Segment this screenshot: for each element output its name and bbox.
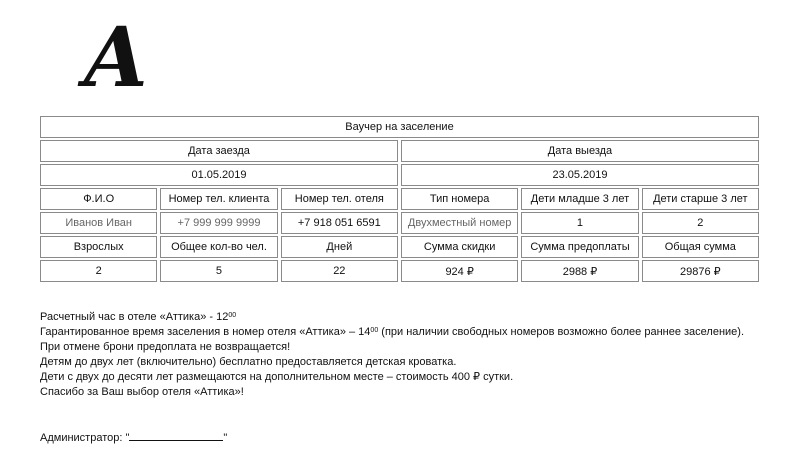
totals-header-row — [40, 236, 759, 258]
hotel-logo: A — [84, 10, 148, 106]
header-discount: Сумма скидки — [401, 236, 518, 258]
value-adults: 2 — [40, 260, 157, 282]
hotel-notes — [40, 310, 744, 400]
checkin-date: 01.05.2019 — [40, 164, 398, 186]
totals-value-row — [40, 260, 759, 282]
title-row — [40, 116, 759, 138]
header-fio: Ф.И.О — [40, 188, 157, 210]
value-children-under-3: 1 — [521, 212, 638, 234]
admin-label: Администратор: " — [40, 432, 130, 444]
checkout-date: 23.05.2019 — [401, 164, 759, 186]
header-children-under-3: Дети младше 3 лет — [521, 188, 638, 210]
guest-header-row — [40, 188, 759, 210]
value-client-phone: +7 999 999 9999 — [160, 212, 277, 234]
value-prepayment: 2988 ₽ — [521, 260, 638, 282]
value-hotel-phone: +7 918 051 6591 — [281, 212, 398, 234]
header-hotel-phone: Номер тел. отеля — [281, 188, 398, 210]
value-room-type: Двухместный номер — [401, 212, 518, 234]
value-total-sum: 29876 ₽ — [642, 260, 759, 282]
dates-value-row — [40, 164, 759, 186]
header-adults: Взрослых — [40, 236, 157, 258]
note-cancellation: При отмене брони предоплата не возвращается! — [40, 341, 291, 353]
admin-end-quote: " — [223, 432, 228, 444]
value-total-people: 5 — [160, 260, 277, 282]
header-total-sum: Общая сумма — [642, 236, 759, 258]
value-children-over-3: 2 — [642, 212, 759, 234]
note-crib: Детям до двух лет (включительно) бесплатно предоставляется детская кроватка. — [40, 356, 457, 368]
guest-value-row — [40, 212, 759, 234]
voucher-table — [40, 116, 759, 284]
voucher-title: Ваучер на заселение — [40, 116, 759, 138]
dates-label-row — [40, 140, 759, 162]
checkout-label: Дата выезда — [401, 140, 759, 162]
note-extra-bed: Дети с двух до десяти лет размещаются на дополнительном месте – стоимость 400 ₽ сутки. — [40, 371, 514, 383]
checkin-label: Дата заезда — [40, 140, 398, 162]
header-children-over-3: Дети старше 3 лет — [642, 188, 759, 210]
value-fio: Иванов Иван — [40, 212, 157, 234]
value-days: 22 — [281, 260, 398, 282]
value-discount: 924 ₽ — [401, 260, 518, 282]
header-room-type: Тип номера — [401, 188, 518, 210]
header-total-people: Общее кол-во чел. — [160, 236, 277, 258]
note-thanks: Спасибо за Ваш выбор отеля «Аттика»! — [40, 386, 244, 398]
header-prepayment: Сумма предоплаты — [521, 236, 638, 258]
note-checkout-hour: Расчетный час в отеле «Аттика» - $12^{00}$ — [40, 311, 237, 323]
signature-line — [129, 430, 223, 441]
note-checkin-time: Гарантированное время заселения в номер отеля «Аттика» – $14^{00}$ (при наличии свободных номеров возможно более раннее заселение). — [40, 326, 745, 338]
header-client-phone: Номер тел. клиента — [160, 188, 277, 210]
header-days: Дней — [281, 236, 398, 258]
administrator-signature — [40, 430, 227, 444]
